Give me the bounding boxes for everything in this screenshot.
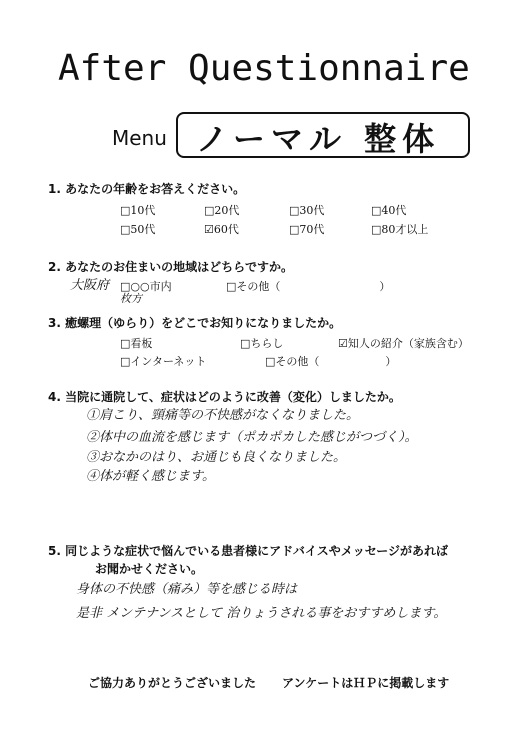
footer-notice: アンケートはＨＰに掲載します [282, 676, 450, 690]
page-title: After Questionnaire [58, 48, 470, 89]
q1-option-30s: □30代 [289, 204, 325, 217]
q3-option-internet: □インターネット [120, 355, 207, 368]
menu-handwritten-value: ノーマル 整体 [196, 120, 441, 158]
q2-handwritten-prefecture: 大阪府 [70, 278, 110, 293]
q1-option-60s-checked: ☑60代 [204, 223, 239, 236]
q1-option-50s: □50代 [120, 223, 156, 236]
menu-label: Menu [112, 126, 167, 150]
q4-answer-4: ④体が軽く感じます。 [86, 469, 215, 484]
q2-option-city: □○○市内 [120, 280, 172, 293]
q4-answer-3: ③おなかのはり、お通じも良くなりました。 [86, 450, 347, 465]
q3-label: 3. 癒螺理（ゆらり）をどこでお知りになりましたか。 [48, 316, 342, 330]
q1-option-70s: □70代 [289, 223, 325, 236]
q5-answer-2: 是非 メンテナンスとして 治りょうされる事をおすすめします。 [76, 606, 447, 621]
footer-thanks: ご協力ありがとうございました [88, 676, 257, 690]
q5-label: 5. 同じような症状で悩んでいる患者様にアドバイスやメッセージがあれば [48, 544, 449, 558]
q3-option-flyer: □ちらし [240, 337, 284, 350]
q2-label: 2. あなたのお住まいの地域はどちらですか。 [48, 260, 293, 274]
q4-label: 4. 当院に通院して、症状はどのように改善（変化）しましたか。 [48, 390, 401, 404]
q1-option-10s: □10代 [120, 204, 156, 217]
q3-option-other: □その他（ ） [265, 355, 397, 368]
q1-label: 1. あなたの年齢をお答えください。 [48, 182, 246, 196]
q4-answer-2: ②体中の血流を感じます（ポカポカした感じがつづく）。 [86, 430, 418, 445]
q4-answer-1: ①肩こり、頸痛等の不快感がなくなりました。 [86, 408, 360, 423]
q1-option-80plus: □80才以上 [371, 223, 429, 236]
q5-label-line2: お聞かせください。 [95, 562, 204, 576]
q3-option-signboard: □看板 [120, 337, 153, 350]
q1-option-40s: □40代 [371, 204, 407, 217]
q1-option-20s: □20代 [204, 204, 240, 217]
q3-option-referral-checked: ☑知人の紹介（家族含む） [338, 337, 469, 350]
q5-answer-1: 身体の不快感（痛み）等を感じる時は [76, 582, 298, 597]
q2-option-other: □その他（ ） [226, 280, 391, 293]
q2-handwritten-city: 枚方 [120, 292, 142, 305]
